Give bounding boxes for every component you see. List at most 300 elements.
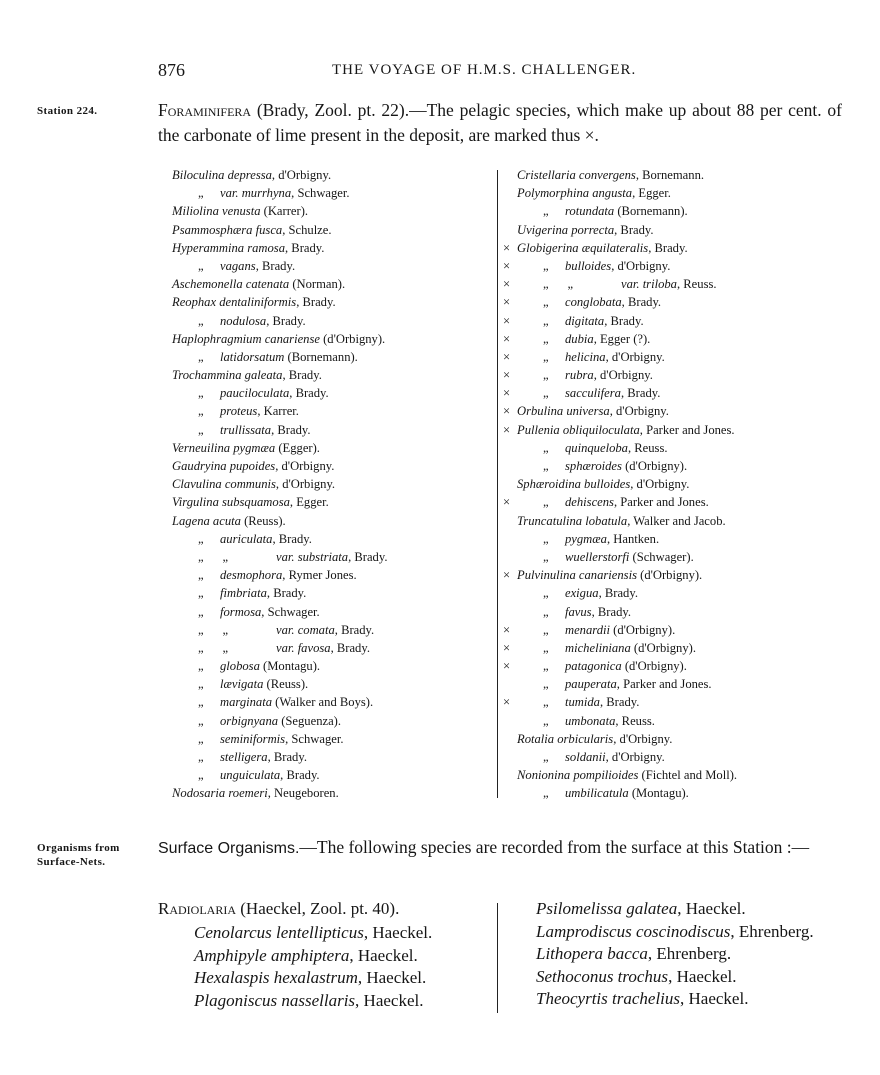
species-author: , Neugeboren. (267, 786, 339, 801)
species-entry (503, 566, 833, 584)
species-name: Plagoniscus nassellaris (194, 990, 356, 1010)
species-author: , Brady. (255, 258, 296, 273)
species-entry (503, 675, 833, 693)
species-author: (Egger). (275, 440, 320, 455)
species-name: trullissata (220, 422, 272, 437)
species-text (220, 603, 320, 621)
species-entry (172, 657, 490, 675)
species-name: favus (565, 604, 592, 619)
species-entry (503, 730, 833, 748)
ditto-mark: „ (543, 695, 549, 710)
species-name: umbilicatula (565, 786, 629, 801)
ditto-mark: „ (543, 440, 549, 455)
species-entry (503, 293, 833, 311)
species-entry (503, 439, 833, 457)
species-entry (172, 402, 490, 420)
pelagic-mark: × (503, 695, 511, 710)
species-author: , Haeckel. (677, 899, 746, 918)
species-entry (172, 530, 490, 548)
radiolaria-divider (497, 903, 498, 1013)
species-text (172, 330, 385, 348)
species-name: conglobata (565, 295, 622, 310)
species-text (172, 366, 322, 384)
species-entry (172, 439, 490, 457)
species-entry (172, 166, 490, 184)
ditto-mark: „ (543, 368, 549, 383)
ditto-mark: „ (198, 604, 204, 619)
ditto-mark: „ (198, 677, 204, 692)
ditto-mark: „ (543, 295, 549, 310)
species-name: Uvigerina porrecta (517, 222, 615, 237)
species-text (220, 712, 341, 730)
species-author: , Egger (?). (593, 331, 651, 346)
species-name: rotundata (565, 204, 615, 219)
species-entry (172, 221, 490, 239)
species-text (276, 621, 374, 639)
species-name: Pulvinulina canariensis (517, 568, 637, 583)
species-name: dubia (565, 331, 594, 346)
pelagic-mark: × (503, 295, 511, 310)
species-text (276, 639, 370, 657)
species-author: , d'Orbigny. (593, 368, 653, 383)
species-entry (503, 693, 833, 711)
species-text (565, 621, 675, 639)
species-text (517, 221, 654, 239)
surface-organisms-intro (158, 835, 842, 861)
species-text (565, 457, 687, 475)
ditto-mark: „ (543, 459, 549, 473)
species-author: , Ehrenberg. (730, 921, 814, 941)
species-entry (503, 657, 833, 675)
species-author: , d'Orbigny. (630, 477, 690, 492)
species-name: Polymorphina angusta (517, 186, 633, 201)
radiolaria-entry (194, 945, 432, 968)
species-entry (503, 202, 833, 220)
species-author: , Brady. (296, 295, 336, 310)
pelagic-mark: × (503, 277, 511, 292)
pelagic-mark: × (503, 495, 511, 510)
ditto-mark: „ (198, 695, 204, 710)
radiolaria-entry (536, 988, 814, 1011)
species-name: Reophax dentaliniformis (172, 295, 297, 310)
species-entry (503, 530, 833, 548)
ditto-mark: „ (198, 531, 204, 546)
species-text (565, 493, 709, 511)
running-title: THE VOYAGE OF H.M.S. CHALLENGER. (332, 62, 637, 78)
species-name: fimbriata (220, 586, 267, 601)
species-text (220, 566, 357, 584)
species-author: , d'Orbigny. (605, 750, 665, 764)
foraminifera-list-right (503, 166, 833, 803)
species-text (517, 239, 688, 257)
pelagic-mark: × (503, 404, 511, 419)
ditto-mark: „ „ (198, 622, 229, 637)
pelagic-mark: × (503, 640, 511, 655)
ditto-mark: „ (543, 786, 549, 801)
species-text (517, 475, 689, 493)
pelagic-mark: × (503, 331, 511, 346)
ditto-mark: „ (198, 258, 204, 273)
ditto-mark: „ (198, 313, 204, 328)
species-author: , Brady. (285, 240, 325, 255)
species-text (621, 275, 717, 293)
species-entry (172, 421, 490, 439)
species-text (220, 421, 311, 439)
species-name: latidorsatum (220, 349, 285, 364)
species-name: Globigerina æquilateralis (517, 240, 649, 255)
species-entry (503, 257, 833, 275)
radiolaria-title: Radiolaria (158, 899, 236, 918)
species-author: , Parker and Jones. (616, 677, 712, 692)
species-name: auriculata (220, 531, 273, 546)
species-entry (503, 784, 833, 802)
species-text (517, 730, 672, 748)
species-entry (172, 384, 490, 402)
species-entry (503, 312, 833, 330)
species-entry (503, 766, 833, 784)
species-author: , Brady. (621, 295, 662, 310)
species-entry (172, 293, 490, 311)
species-text (565, 384, 660, 402)
species-author: , Brady. (598, 586, 638, 601)
species-entry (172, 584, 490, 602)
species-text (565, 675, 712, 693)
species-name: tumida (565, 695, 600, 710)
ditto-mark: „ (543, 531, 549, 546)
species-author: , Brady. (330, 640, 370, 655)
species-name: Verneuilina pygmæa (172, 440, 276, 455)
species-text (220, 384, 329, 402)
ditto-mark: „ (543, 549, 549, 564)
species-name: var. comata (276, 622, 335, 637)
species-author: (Karrer). (260, 204, 309, 219)
species-text (220, 657, 320, 675)
species-text (565, 530, 659, 548)
species-author: , Brady. (280, 768, 320, 783)
species-entry (172, 202, 490, 220)
ditto-mark: „ (198, 186, 204, 201)
radiolaria-entry (536, 943, 814, 966)
species-author: , Brady. (604, 313, 644, 328)
species-text (172, 784, 339, 802)
species-text (565, 603, 631, 621)
species-entry (503, 748, 833, 766)
species-author: , Brady. (289, 386, 329, 401)
species-author: , Brady. (620, 386, 661, 401)
species-text (172, 221, 332, 239)
species-name: marginata (220, 695, 273, 710)
species-author: , d'Orbigny. (275, 459, 335, 473)
species-author: , Ehrenberg. (647, 944, 732, 963)
species-author: , Schwager. (261, 604, 320, 619)
species-text (565, 202, 688, 220)
species-name: Sethoconus trochus (536, 966, 669, 986)
species-name: Theocyrtis trachelius (536, 989, 681, 1008)
species-text (517, 512, 726, 530)
species-name: Cenolarcus lentellipticus (194, 923, 364, 942)
species-author: (d'Orbigny). (621, 659, 687, 674)
species-text (220, 693, 373, 711)
species-name: patagonica (565, 659, 622, 674)
species-name: menardii (565, 622, 611, 637)
pelagic-mark: × (503, 349, 511, 364)
species-name: soldanii (565, 750, 606, 764)
species-entry (503, 712, 833, 730)
foraminifera-title: Foraminifera (158, 100, 252, 120)
species-author: , d'Orbigny. (605, 349, 665, 364)
species-name: pygmæa (565, 531, 607, 546)
ditto-mark: „ (543, 713, 549, 728)
pelagic-mark: × (503, 659, 511, 674)
species-name: Hyperammina ramosa (172, 240, 285, 255)
species-entry (503, 166, 833, 184)
radiolaria-entry (536, 921, 814, 944)
species-author: , d'Orbigny. (611, 258, 671, 273)
margin-station-note: Station 224. (37, 105, 98, 117)
ditto-mark: „ (198, 731, 204, 746)
species-entry (172, 512, 490, 530)
species-name: pauciloculata (220, 386, 290, 401)
species-entry (503, 457, 833, 475)
species-author: , Brady. (591, 604, 631, 619)
surface-organisms-text: —The following species are recorded from the surface at this Station :— (299, 837, 810, 857)
species-text (517, 402, 669, 420)
species-text (565, 293, 661, 311)
species-entry (172, 457, 490, 475)
ditto-mark: „ (543, 659, 549, 674)
species-text (565, 548, 694, 566)
species-text (220, 766, 320, 784)
ditto-mark: „ (198, 750, 204, 764)
species-author: , Hantken. (606, 531, 660, 546)
species-entry (503, 275, 833, 293)
species-name: Biloculina depressa (172, 168, 272, 182)
species-entry (172, 766, 490, 784)
species-text (220, 584, 306, 602)
species-entry (172, 312, 490, 330)
ditto-mark: „ (543, 258, 549, 273)
radiolaria-entry (194, 990, 432, 1013)
species-text (220, 730, 343, 748)
pelagic-mark: × (503, 568, 511, 583)
species-entry (172, 493, 490, 511)
species-entry (503, 584, 833, 602)
species-name: sacculifera (565, 386, 621, 401)
species-entry (503, 221, 833, 239)
species-author: , Brady. (282, 368, 322, 383)
species-author: , Brady. (266, 313, 306, 328)
species-author: (Montagu). (259, 659, 321, 674)
pelagic-mark: × (503, 622, 511, 637)
species-name: stelligera (220, 750, 268, 764)
ditto-mark: „ (543, 386, 549, 401)
species-name: globosa (220, 659, 260, 674)
species-author: , d'Orbigny. (275, 477, 336, 492)
species-name: Cristellaria convergens (517, 168, 636, 182)
radiolaria-entry (194, 967, 432, 990)
species-author: , Egger. (289, 495, 329, 510)
species-entry (172, 603, 490, 621)
species-name: dehiscens (565, 495, 614, 510)
species-author: , Haeckel. (349, 945, 418, 965)
species-author: (Norman). (289, 277, 346, 292)
species-author: , Egger. (632, 186, 671, 201)
species-text (220, 257, 295, 275)
ditto-mark: „ (543, 640, 549, 655)
species-author: , Haeckel. (363, 923, 433, 942)
radiolaria-list-right (536, 898, 814, 1011)
species-name: exigua (565, 586, 599, 601)
species-author: , Brady. (267, 750, 307, 764)
ditto-mark: „ „ (543, 277, 574, 292)
species-entry (172, 366, 490, 384)
species-text (172, 239, 324, 257)
species-name: Amphipyle amphiptera (194, 945, 350, 965)
species-entry (503, 512, 833, 530)
species-entry (503, 621, 833, 639)
species-author: (Walker and Boys). (272, 695, 374, 710)
species-text (565, 657, 687, 675)
species-name: micheliniana (565, 640, 631, 655)
species-author: (d'Orbigny). (610, 622, 676, 637)
species-text (220, 348, 358, 366)
species-text (276, 548, 387, 566)
species-author: , d'Orbigny. (609, 404, 669, 419)
species-author: (Schwager). (629, 549, 694, 564)
species-entry (503, 402, 833, 420)
species-text (517, 166, 704, 184)
species-text (517, 184, 671, 202)
species-author: , Walker and Jacob. (627, 513, 726, 528)
species-name: lævigata (220, 677, 264, 692)
species-author: , Brady. (614, 222, 654, 237)
species-author: , Schwager. (291, 186, 350, 201)
species-author: , Haeckel. (355, 990, 424, 1010)
species-name: Rotalia orbicularis (517, 731, 614, 746)
species-text (172, 166, 331, 184)
pelagic-mark: × (503, 386, 511, 401)
species-author: , Brady. (266, 586, 307, 601)
species-text (172, 202, 308, 220)
species-author: , d'Orbigny. (271, 168, 332, 182)
species-entry (503, 384, 833, 402)
radiolaria-ref: (Haeckel, Zool. pt. 40). (236, 899, 400, 918)
species-name: umbonata (565, 713, 616, 728)
species-name: Nonionina pompilioides (517, 768, 639, 783)
ditto-mark: „ (543, 349, 549, 364)
species-text (565, 439, 668, 457)
species-author: (Montagu). (628, 786, 689, 801)
radiolaria-heading (158, 898, 399, 920)
species-text (517, 566, 702, 584)
species-author: , Brady. (599, 695, 640, 710)
species-author: , Schulze. (282, 222, 332, 237)
species-entry (172, 730, 490, 748)
margin-organisms-note (37, 841, 120, 869)
pelagic-mark: × (503, 258, 511, 273)
species-name: vagans (220, 258, 256, 273)
species-text (565, 712, 655, 730)
ditto-mark: „ (543, 604, 549, 619)
species-name: Aschemonella catenata (172, 277, 290, 292)
species-text (565, 639, 696, 657)
species-author: , Reuss. (627, 440, 668, 455)
ditto-mark: „ (198, 659, 204, 674)
species-name: sphæroides (565, 459, 622, 473)
species-name: helicina (565, 349, 606, 364)
species-name: formosa (220, 604, 262, 619)
pelagic-mark: × (503, 313, 511, 328)
species-author: , Brady. (272, 531, 312, 546)
species-author: , Reuss. (615, 713, 655, 728)
ditto-mark: „ „ (198, 640, 229, 655)
ditto-mark: „ (198, 404, 204, 419)
radiolaria-entry (536, 898, 814, 921)
species-author: , Parker and Jones. (639, 422, 735, 437)
species-entry (172, 712, 490, 730)
species-name: pauperata (565, 677, 617, 692)
species-entry (503, 330, 833, 348)
species-entry (172, 621, 490, 639)
species-text (565, 312, 644, 330)
species-name: desmophora (220, 568, 283, 583)
species-entry (503, 348, 833, 366)
species-entry (503, 475, 833, 493)
column-divider (497, 170, 498, 798)
species-author: , Schwager. (285, 731, 344, 746)
species-entry (172, 675, 490, 693)
species-name: Nodosaria roemeri (172, 786, 268, 801)
species-author: , Brady. (271, 422, 311, 437)
species-name: Lamprodiscus coscinodiscus (536, 921, 731, 941)
species-entry (172, 693, 490, 711)
species-author: (Fichtel and Moll). (638, 768, 738, 783)
species-entry (503, 239, 833, 257)
species-text (565, 693, 639, 711)
pelagic-mark: × (503, 422, 511, 437)
species-name: Gaudryina pupoides (172, 459, 276, 473)
species-name: Miliolina venusta (172, 204, 261, 219)
species-entry (503, 639, 833, 657)
species-author: (Seguenza). (278, 713, 342, 728)
ditto-mark: „ (198, 568, 204, 583)
species-text (565, 584, 638, 602)
species-text (517, 766, 737, 784)
species-name: Truncatulina lobatula (517, 513, 628, 528)
species-text (565, 748, 665, 766)
ditto-mark: „ (543, 204, 549, 219)
ditto-mark: „ (198, 768, 204, 783)
species-text (220, 402, 299, 420)
species-author: , Parker and Jones. (613, 495, 709, 510)
species-text (220, 748, 307, 766)
species-entry (503, 421, 833, 439)
ditto-mark: „ „ (198, 549, 229, 564)
species-entry (172, 784, 490, 802)
radiolaria-entry (536, 966, 814, 989)
species-text (220, 312, 306, 330)
ditto-mark: „ (543, 313, 549, 328)
species-text (172, 493, 329, 511)
species-name: bulloides (565, 258, 612, 273)
species-entry (172, 348, 490, 366)
species-author: (Bornemann). (614, 204, 688, 219)
page-number: 876 (158, 60, 185, 80)
species-name: var. triloba (621, 277, 677, 292)
species-entry (172, 330, 490, 348)
species-name: rubra (565, 368, 594, 383)
ditto-mark: „ (198, 422, 204, 437)
